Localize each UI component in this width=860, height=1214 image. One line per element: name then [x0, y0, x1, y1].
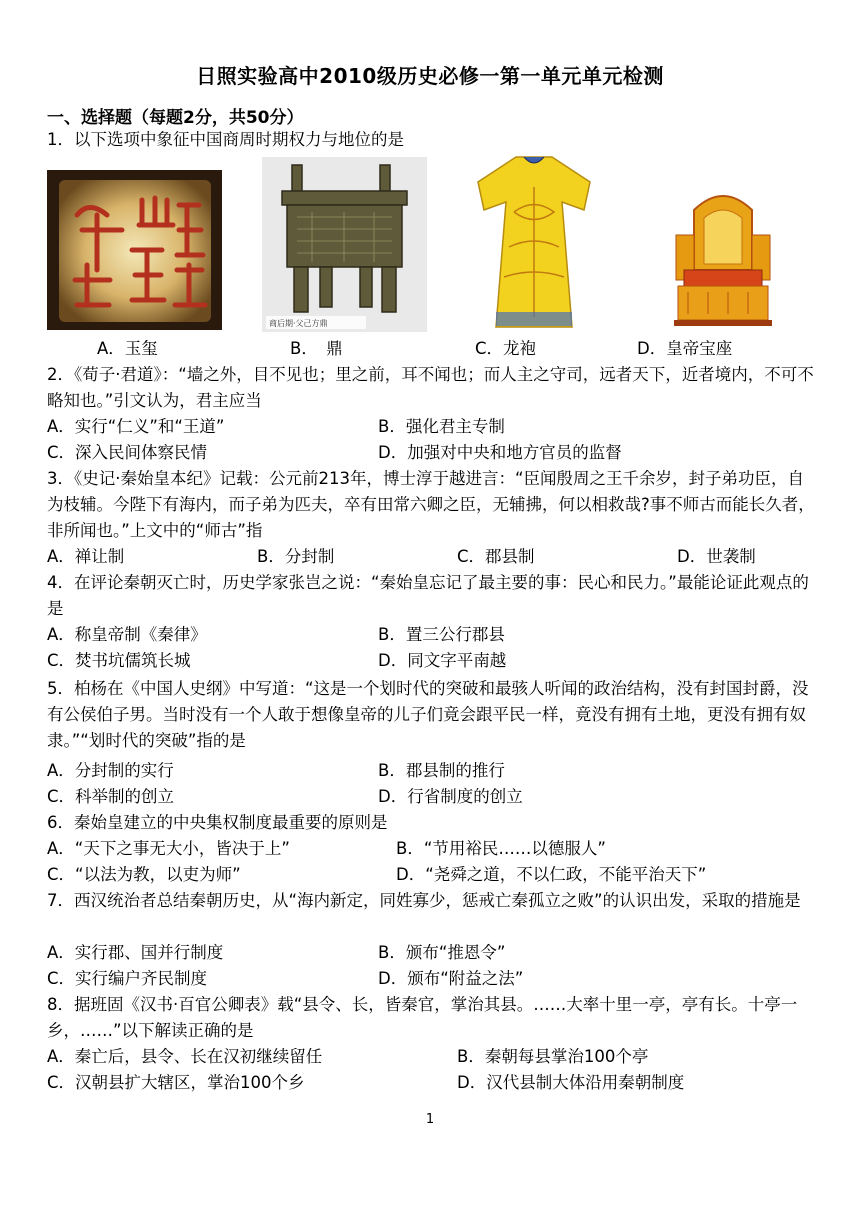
- question-1-option-d: D．皇帝宝座: [637, 339, 733, 358]
- document-title: 日照实验高中2010级历史必修一第一单元单元检测: [196, 64, 664, 88]
- question-7-option-c: C．实行编户齐民制度: [47, 969, 208, 988]
- question-1-option-a: A．玉玺: [97, 339, 158, 358]
- ding-caption: 商后期·父己方鼎: [269, 319, 328, 328]
- question-7-option-b: B．颁布“推恩令”: [378, 943, 506, 962]
- question-4-stem: 4．在评论秦朝灭亡时，历史学家张岂之说：“秦始皇忘记了最主要的事：民心和民力。”最能论证此观点的是: [47, 573, 809, 618]
- question-4-option-c: C．焚书坑儒筑长城: [47, 651, 191, 670]
- page-number: 1: [425, 1112, 435, 1127]
- question-3-stem: 3．《史记·秦始皇本纪》记载：公元前213年，博士淳于越进言：“臣闻殷周之王千余岁，封子弟功臣，自为枝辅。今陛下有海内，而子弟为匹夫，卒有田常六卿之臣，无辅拂，何以相救哉?事不师古而能长久者，非所闻也。”上文中的“师古”指: [47, 469, 815, 540]
- question-2-stem: 2．《荀子·君道》：“墙之外，目不见也；里之前，耳不闻也；而人主之守司，远者天下，近者境内，不可不略知也。”引文认为，君主应当: [47, 365, 814, 410]
- question-2-option-d: D．加强对中央和地方官员的监督: [378, 443, 622, 462]
- question-4-option-d: D．同文字平南越: [378, 651, 507, 670]
- question-4-option-b: B．置三公行郡县: [378, 625, 505, 644]
- bronze-ding-image: [262, 157, 427, 332]
- question-8-stem: 8．据班固《汉书·百官公卿表》载“县令、长，皆秦官，掌治其县。……大率十里一亭，亭有长。十亭一乡，……”以下解读正确的是: [47, 995, 798, 1040]
- question-3-option-d: D．世袭制: [677, 547, 756, 566]
- question-6-option-b: B．“节用裕民……以德服人”: [396, 839, 606, 858]
- question-3-option-b: B．分封制: [257, 547, 335, 566]
- question-5-option-b: B．郡县制的推行: [378, 761, 505, 780]
- question-2-option-c: C．深入民间体察民情: [47, 443, 208, 462]
- question-6-stem: 6．秦始皇建立的中央集权制度最重要的原则是: [47, 813, 388, 832]
- question-1-option-b: B． 鼎: [290, 339, 343, 358]
- question-1-stem: 1．以下选项中象征中国商周时期权力与地位的是: [47, 130, 404, 149]
- question-8-option-d: D．汉代县制大体沿用秦朝制度: [457, 1073, 685, 1092]
- question-2-option-a: A．实行“仁义”和“王道”: [47, 417, 225, 436]
- question-8-option-c: C．汉朝县扩大辖区，掌治100个乡: [47, 1073, 305, 1092]
- question-3-option-a: A．禅让制: [47, 547, 125, 566]
- question-2-option-b: B．强化君主专制: [378, 417, 505, 436]
- question-6-option-c: C．“以法为教，以吏为师”: [47, 865, 241, 884]
- question-6-option-d: D．“尧舜之道，不以仁政，不能平治天下”: [396, 865, 707, 884]
- section-heading: 一、选择题（每题2分，共50分）: [47, 108, 304, 128]
- question-7-option-a: A．实行郡、国并行制度: [47, 943, 224, 962]
- question-5-stem: 5．柏杨在《中国人史纲》中写道：“这是一个划时代的突破和最骇人听闻的政治结构，没有封国封爵，没有公侯伯子男。当时没有一个人敢于想像皇帝的儿子们竟会跟平民一样，竟没有拥有土地，更没有拥有奴隶。”“划时代的突破”指的是: [47, 679, 809, 750]
- question-5-option-d: D．行省制度的创立: [378, 787, 523, 806]
- imperial-throne-image: [664, 180, 782, 330]
- question-8-option-a: A．秦亡后，县令、长在汉初继续留任: [47, 1047, 323, 1066]
- question-8-option-b: B．秦朝每县掌治100个亭: [457, 1047, 649, 1066]
- dragon-robe-image: [474, 152, 594, 332]
- question-5-option-a: A．分封制的实行: [47, 761, 174, 780]
- question-4-option-a: A．称皇帝制《秦律》: [47, 625, 207, 644]
- jade-seal-image: [47, 170, 222, 330]
- question-6-option-a: A．“天下之事无大小，皆决于上”: [47, 839, 290, 858]
- question-5-option-c: C．科举制的创立: [47, 787, 175, 806]
- question-3-option-c: C．郡县制: [457, 547, 535, 566]
- question-7-option-d: D．颁布“附益之法”: [378, 969, 524, 988]
- question-1-option-c: C．龙袍: [475, 339, 537, 358]
- question-7-stem: 7．西汉统治者总结秦朝历史，从“海内新定，同姓寡少，惩戒亡秦孤立之败”的认识出发，采取的措施是: [47, 891, 801, 910]
